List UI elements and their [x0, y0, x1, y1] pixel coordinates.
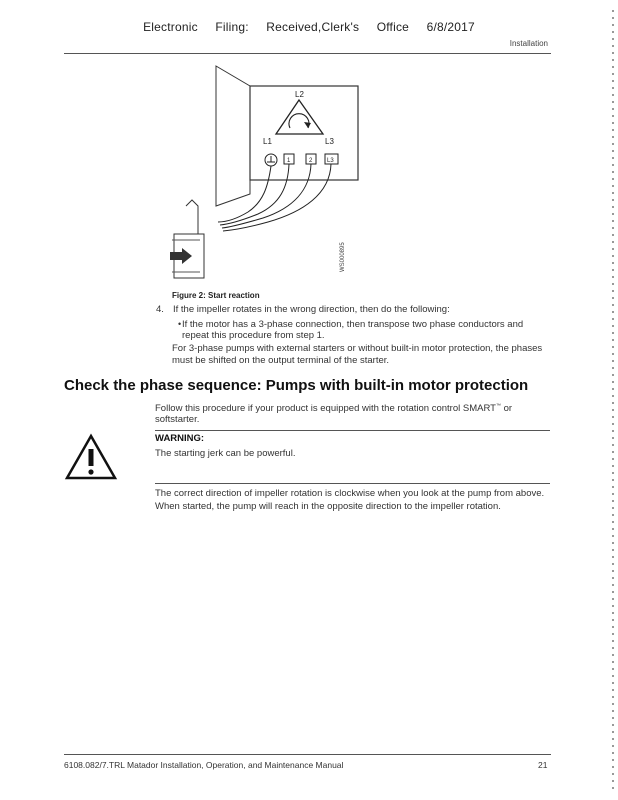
- label-l2: L2: [295, 90, 304, 99]
- scan-edge-marks: [612, 10, 614, 790]
- footer-rule: [64, 754, 551, 755]
- stamp-word: 6/8/2017: [426, 20, 475, 34]
- label-l1: L1: [263, 137, 272, 146]
- panel-door: [216, 66, 250, 206]
- terminal-3-label: L3: [327, 158, 334, 164]
- impeller-direction-arrow-icon: [170, 248, 192, 264]
- procedure-intro: [155, 401, 535, 425]
- header-rule: [64, 53, 551, 54]
- note-paragraph: For 3-phase pumps with external starters or without built-in motor protection, the phases must be shifted on the output terminal of the starter.: [172, 343, 543, 366]
- footer-manual-title: 6108.082/7.TRL Matador Installation, Operation, and Maintenance Manual: [64, 760, 344, 770]
- bullet-item: If the motor has a 3-phase connection, then transpose two phase conductors and repeat this procedure from step 1.: [182, 319, 524, 341]
- panel-box: [250, 86, 358, 180]
- intro-text-b: or softstarter.: [155, 403, 513, 426]
- section-label: Installation: [509, 39, 548, 48]
- terminal-1-label: 1: [287, 158, 291, 164]
- cable-ground: [218, 166, 271, 222]
- page-number: 21: [538, 760, 548, 770]
- label-l3: L3: [325, 137, 334, 146]
- trademark-mark: ™: [495, 403, 501, 409]
- bullet-dot-icon: •: [178, 319, 182, 329]
- filing-stamp: [0, 20, 618, 34]
- control-box-diagram: [168, 62, 368, 292]
- phase-triangle: [276, 100, 323, 134]
- step-text: If the impeller rotates in the wrong direction, then do the following:: [173, 304, 450, 315]
- stamp-word: Electronic: [143, 20, 198, 34]
- rotation-arrow-icon: [289, 114, 309, 128]
- stamp-word: Received,Clerk's: [266, 20, 360, 34]
- figure-caption: Figure 2: Start reaction: [172, 291, 260, 300]
- figure-code: WS000895: [340, 242, 346, 272]
- warning-title: WARNING:: [155, 433, 205, 444]
- cable-1: [220, 164, 289, 225]
- intro-text-a: Follow this procedure if your product is equipped with the rotation control SMART: [155, 403, 496, 415]
- step-number: 4.: [156, 304, 164, 315]
- figure-start-reaction: [168, 62, 368, 292]
- warning-text: The starting jerk can be powerful.: [155, 448, 296, 459]
- rotation-paragraph: The correct direction of impeller rotation is clockwise when you look at the pump from above. When started, the pump will reach in the opposite direction to the impeller rotation.: [155, 488, 545, 512]
- pump-top: [186, 200, 198, 234]
- warning-triangle-icon: [64, 433, 118, 481]
- section-heading: Check the phase sequence: Pumps with built-in motor protection: [64, 377, 529, 394]
- stamp-word: Office: [376, 20, 410, 34]
- warning-bottom-rule: [155, 483, 550, 484]
- stamp-word: Filing:: [215, 20, 249, 34]
- terminal-2-label: 2: [309, 158, 313, 164]
- warning-icon: [64, 433, 118, 481]
- warning-top-rule: [155, 430, 550, 431]
- rotation-arrowhead-icon: [304, 122, 311, 128]
